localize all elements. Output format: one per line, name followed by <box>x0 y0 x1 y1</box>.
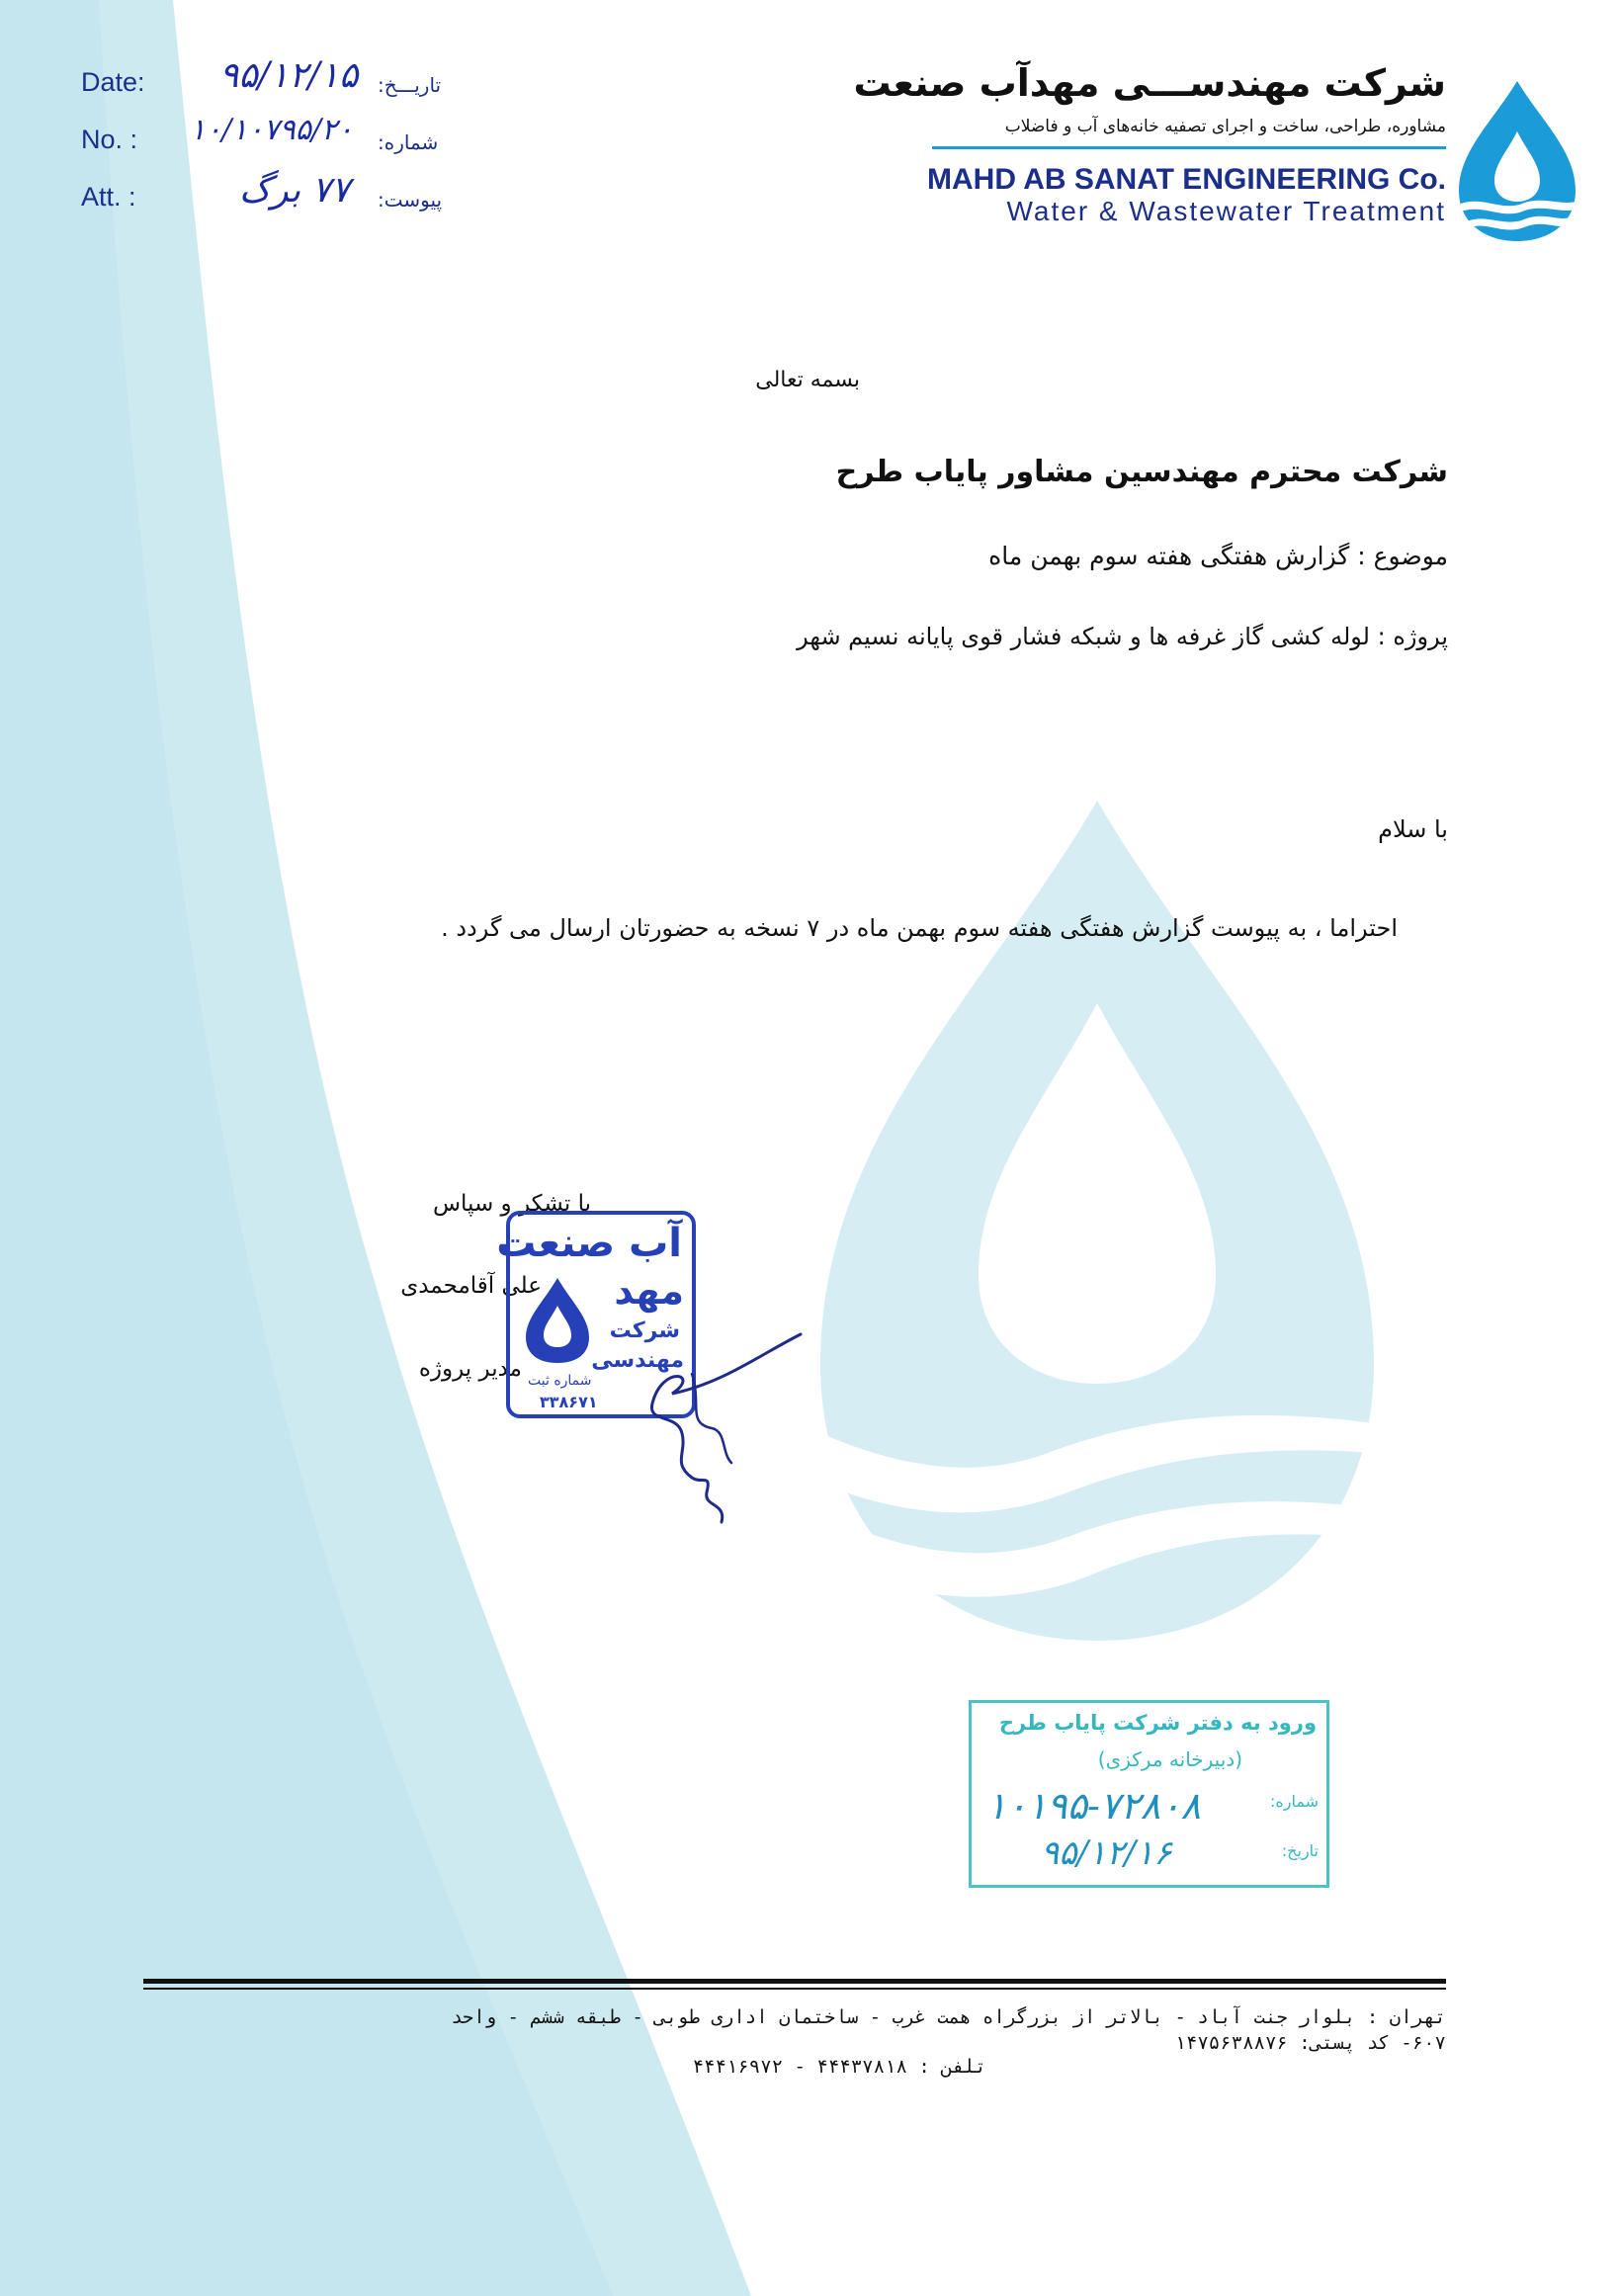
date-row <box>81 55 476 119</box>
company-stamp-reg-number: ۳۳۸۶۷۱ <box>540 1393 598 1411</box>
attachment-row <box>81 170 476 233</box>
signature-graphic <box>633 1315 810 1532</box>
company-stamp-line3: شرکت <box>609 1318 680 1343</box>
letterhead-divider <box>932 146 1446 149</box>
greeting-line: با سلام <box>1378 815 1448 843</box>
company-stamp-line2: مهد <box>614 1269 684 1313</box>
footer-postal: ۶۰۷- کد پستی: ۱۴۷۵۶۳۸۸۷۶ <box>1174 2032 1446 2054</box>
number-value: ۱۰/۱۰۷۹۵/۲۰ <box>190 113 354 147</box>
receipt-number-value: ۱۰۱۹۵-۷۲۸۰۸ <box>986 1784 1201 1828</box>
footer-rule-thin <box>143 1988 1446 1990</box>
signer-role: مدیر پروژه <box>418 1356 522 1382</box>
receipt-date-label: تاریخ: <box>1281 1841 1319 1860</box>
footer-phone: تلفن : ۴۴۴۳۷۸۱۸ - ۴۴۴۱۶۹۷۲ <box>692 2056 986 2078</box>
body-paragraph: احتراما ، به پیوست گزارش هفتگی هفته سوم بهمن ماه در ۷ نسخه به حضورتان ارسال می گردد . <box>441 914 1398 942</box>
company-tagline-en: Water & Wastewater Treatment <box>1006 196 1446 226</box>
closing-line: با تشکر و سپاس <box>432 1191 591 1217</box>
number-label-en: No. : <box>81 125 138 154</box>
recipient-line: شرکت محترم مهندسین مشاور پایاب طرح <box>835 455 1448 489</box>
bismillah-heading: بسمه تعالی <box>755 368 860 392</box>
company-stamp-line1: آب صنعت <box>496 1221 682 1266</box>
stamp-drop-icon <box>522 1276 593 1365</box>
date-label-en: Date: <box>81 67 145 97</box>
subject-line: موضوع : گزارش هفتگی هفته سوم بهمن ماه <box>988 542 1448 570</box>
date-label-fa: تاریـــخ: <box>378 73 442 97</box>
signer-name: علی آقامحمدی <box>400 1273 542 1299</box>
attachment-label-fa: پیوست: <box>378 188 443 212</box>
number-label-fa: شماره: <box>378 130 439 154</box>
receipt-stamp <box>969 1700 1329 1888</box>
company-stamp-reg-label: شماره ثبت <box>528 1373 592 1389</box>
attachment-label-en: Att. : <box>81 182 136 212</box>
footer-address: تهران : بلوار جنت آباد - بالاتر از بزرگراه همت غرب - ساختمان اداری طوبی - طبقه ششم - واحد <box>451 2006 1446 2028</box>
attachment-value: ۷۷ برگ <box>239 170 351 211</box>
letter-meta <box>81 55 476 233</box>
receipt-number-label: شماره: <box>1269 1792 1319 1811</box>
company-name-en: MAHD AB SANAT ENGINEERING Co. <box>927 163 1446 196</box>
water-drop-icon <box>1453 77 1581 245</box>
company-name-fa: شرکت مهندســـی مهدآب صنعت <box>853 61 1446 105</box>
number-row <box>81 113 476 176</box>
date-value: ۹۵/۱۲/۱۵ <box>219 55 359 96</box>
company-stamp-line4: مهندسی <box>591 1348 684 1373</box>
receipt-date-value: ۹۵/۱۲/۱۶ <box>1041 1833 1172 1873</box>
company-tagline-fa: مشاوره، طراحی، ساخت و اجرای تصفیه خانه‌های آب و فاضلاب <box>1004 117 1446 136</box>
receipt-stamp-title: ورود به دفتر شرکت پایاب طرح <box>998 1711 1317 1735</box>
project-line: پروژه : لوله کشی گاز غرفه ها و شبکه فشار قوی پایانه نسیم شهر <box>797 623 1448 650</box>
receipt-stamp-subtitle: (دبیرخانه مرکزی) <box>1097 1747 1242 1771</box>
footer-rule-thick <box>143 1979 1446 1984</box>
